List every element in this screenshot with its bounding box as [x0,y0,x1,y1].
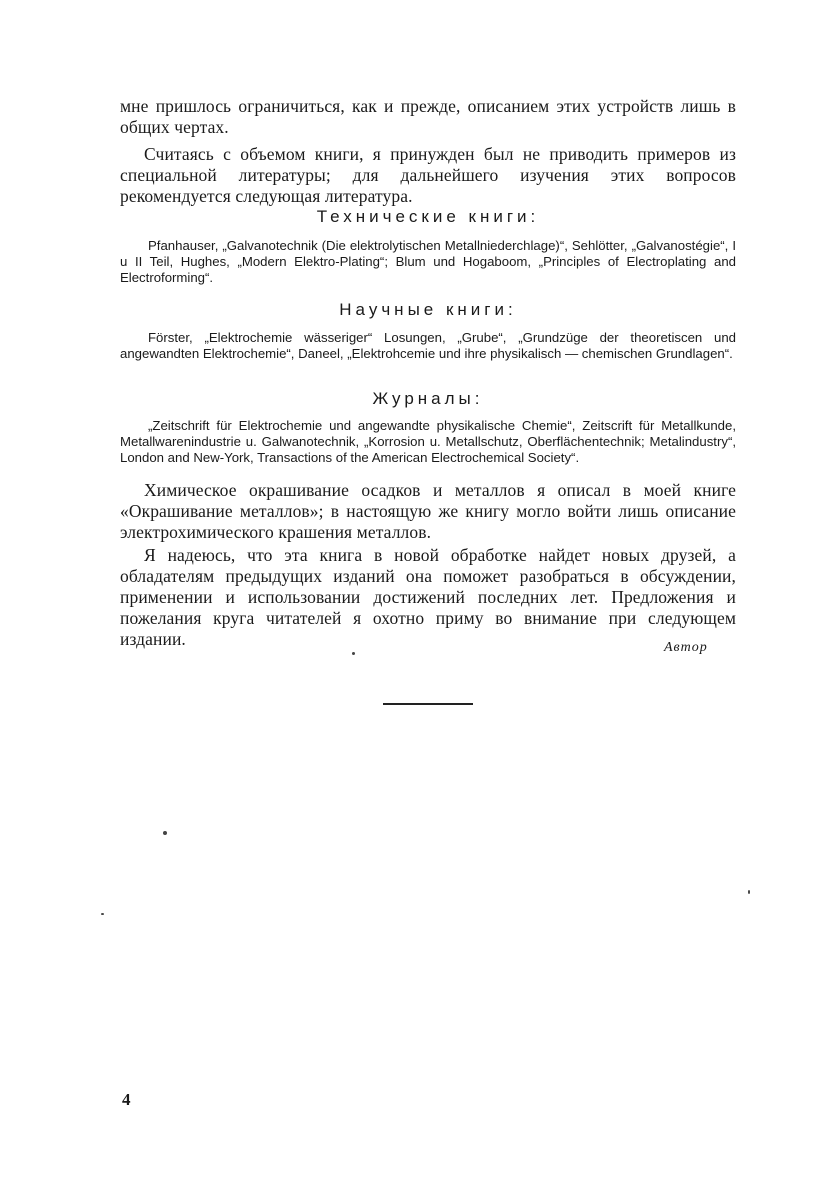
closing-paragraph-1: Химическое окрашивание осадков и металлов я описал в моей книге «Окрашивание металлов»; в настоящую же книгу могло войти лишь описание электрохимического крашения металлов. [120,480,736,542]
scan-speck [352,652,355,655]
intro-paragraph: Считаясь с объемом книги, я принужден был не приводить примеров из специальной литературы; для дальнейшего изучения этих вопросов рекомендуется следующая литература. [120,144,736,206]
section-references: Förster, „Elektrochemie wässeriger“ Losungen, „Grube“, „Grundzüge der theoretiscen und angewandten Elektrochemie“, Daneel, „Elektrohcemie und ihre physikalisch — chemischen Grundlagen“. [120,330,736,361]
section-heading: Технические книги: [316,207,540,226]
section-technical-books [120,207,736,286]
page-number: 4 [122,1090,131,1109]
closing-block [120,480,736,650]
section-references: Pfanhauser, „Galvanotechnik (Die elektrolytischen Metallniederchlage)“, Sehlötter, „Galvanostégie“, I u II Teil, Hughes, „Modern Elektro-Plating“; Blum und Hogaboom, „Principles of Electroplating and Electroforming“. [120,238,736,285]
intro-continuation: мне пришлось ограничиться, как и прежде, описанием этих устройств лишь в общих чертах. [120,96,736,137]
section-heading: Научные книги: [339,300,517,319]
section-divider [383,703,473,705]
closing-paragraph-2: Я надеюсь, что эта книга в новой обработке найдет новых друзей, а обладателям предыдущих изданий она поможет разобраться в обсуждении, применении и использовании достижений последних лет. Предложения и пожелания круга читателей я охотно приму во внимание при следующем издании. [120,545,736,649]
scan-speck [163,831,167,835]
section-heading: Журналы: [372,389,484,408]
section-journals [120,389,736,466]
scan-speck [101,913,104,915]
intro-block [120,96,736,207]
author-signature: Автор [664,640,708,655]
scan-speck [748,890,750,894]
section-references: „Zeitschrift für Elektrochemie und angewandte physikalische Chemie“, Zeitscrift für Metallkunde, Metallwarenindustrie u. Galwanotechnik, „Korrosion u. Metallschutz, Oberflächentechnik; Metalindustry“, London and New-York, Transactions of the American Electrochemical Society“. [120,418,736,465]
section-scientific-books [120,300,736,362]
